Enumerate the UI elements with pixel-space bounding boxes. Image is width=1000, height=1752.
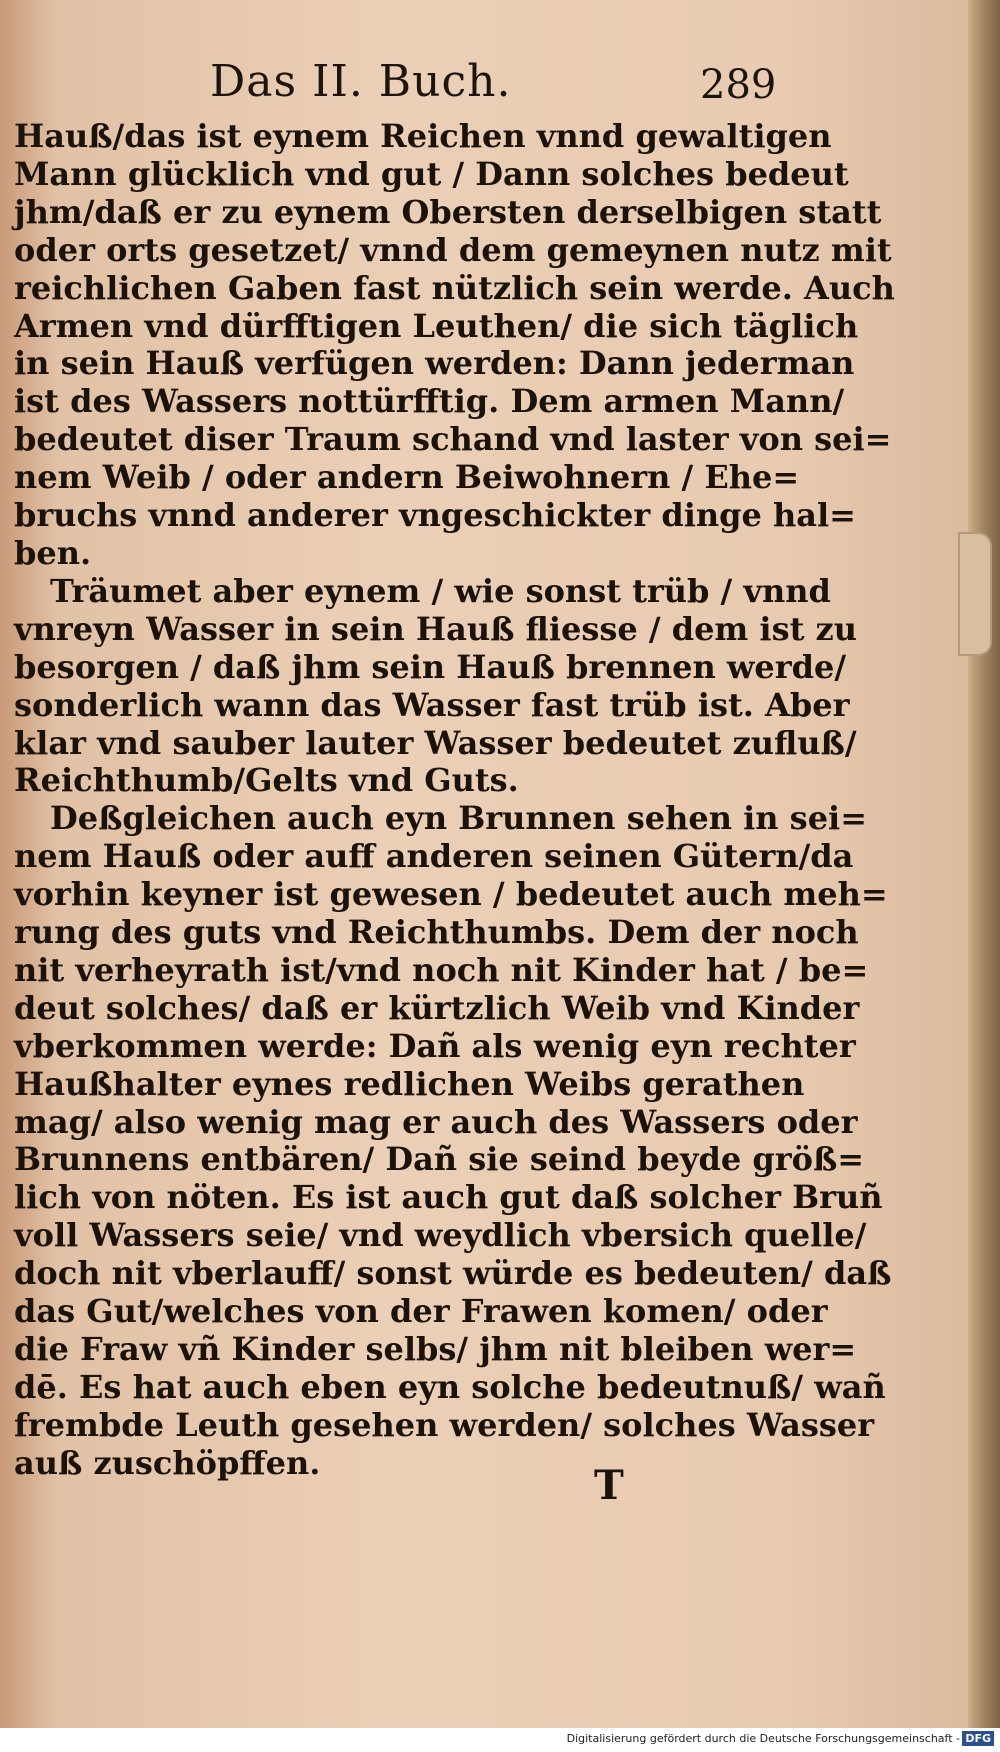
text-line: Reichthumb/Gelts vnd Guts. [14,761,519,800]
text-line: auß zuschöpffen. [14,1443,321,1482]
footer-bar [0,1728,1000,1752]
footer-credit: Digitalisierung gefördert durch die Deutsche Forschungsgemeinschaft - [566,1732,960,1745]
text-line: deut solches/ daß er kürtzlich Weib vnd Kinder [14,988,860,1027]
text-line: vnreyn Wasser in sein Hauß fliesse / dem ist zu [14,609,857,648]
text-line: ist des Wassers nottürfftig. Dem armen Mann/ [14,382,845,421]
page-edge [968,0,1000,1728]
text-line: das Gut/welches von der Frawen komen/ oder [14,1292,828,1331]
text-line: nem Hauß oder auff anderen seinen Gütern/da [14,837,854,876]
text-line: Hauß/das ist eynem Reichen vnnd gewaltigen [14,117,832,155]
text-line: oder orts gesetzet/ vnnd dem gemeynen nutz mit [14,230,892,269]
catchword: T [594,1462,624,1509]
text-line: ben. [14,533,92,572]
text-line: voll Wassers seie/ vnd weydlich vbersich quelle/ [14,1216,867,1255]
text-line: Träumet aber eynem / wie sonst trüb / vnnd [50,571,831,610]
text-line: bedeutet diser Traum schand vnd laster von sei= [14,420,892,459]
text-line: sonderlich wann das Wasser fast trüb ist. Aber [14,685,850,724]
text-line: Haußhalter eynes redlichen Weibs gerathen [14,1064,805,1103]
text-line: Deßgleichen auch eyn Brunnen sehen in sei= [50,799,868,838]
text-line: besorgen / daß jhm sein Hauß brennen werde/ [14,647,847,686]
text-line: die Fraw vñ Kinder selbs/ jhm nit bleiben wer= [14,1330,857,1368]
page-tab [958,532,992,656]
dfg-logo: DFG [962,1731,994,1746]
text-line: mag/ also wenig mag er auch des Wassers oder [14,1102,858,1141]
text-line: klar vnd sauber lauter Wasser bedeutet zufluß/ [14,723,857,762]
text-line: vberkommen werde: Dañ als wenig eyn rechter [14,1026,856,1065]
page-header [0,56,968,116]
running-title: Das II. Buch. [210,56,512,107]
text-line: Brunnens entbären/ Dañ sie seind beyde größ= [14,1140,865,1179]
text-line: Mann glücklich vnd gut / Dann solches bedeut [14,154,849,193]
text-line: vorhin keyner ist gewesen / bedeutet auch meh= [14,875,888,914]
text-line: Armen vnd dürfftigen Leuthen/ die sich täglich [14,306,859,345]
text-line: bruchs vnnd anderer vngeschickter dinge hal= [14,496,856,535]
page-number: 289 [700,62,777,108]
text-line: rung des guts vnd Reichthumbs. Dem der noch [14,913,859,952]
text-line: in sein Hauß verfügen werden: Dann jederman [14,344,855,383]
text-line: jhm/daß er zu eynem Obersten derselbigen statt [14,192,882,231]
text-line: lich von nöten. Es ist auch gut daß solcher Bruñ [14,1178,883,1217]
text-line: dē. Es hat auch eben eyn solche bedeutnuß/ wañ [14,1367,886,1406]
text-line: nem Weib / oder andern Beiwohnern / Ehe= [14,458,800,497]
text-line: reichlichen Gaben fast nützlich sein werde. Auch [14,268,895,307]
text-line: doch nit vberlauff/ sonst würde es bedeuten/ daß [14,1254,892,1293]
text-line: frembde Leuth gesehen werden/ solches Wasser [14,1405,875,1444]
body-text [14,117,895,1483]
text-line: nit verheyrath ist/vnd noch nit Kinder hat / be= [14,950,869,989]
